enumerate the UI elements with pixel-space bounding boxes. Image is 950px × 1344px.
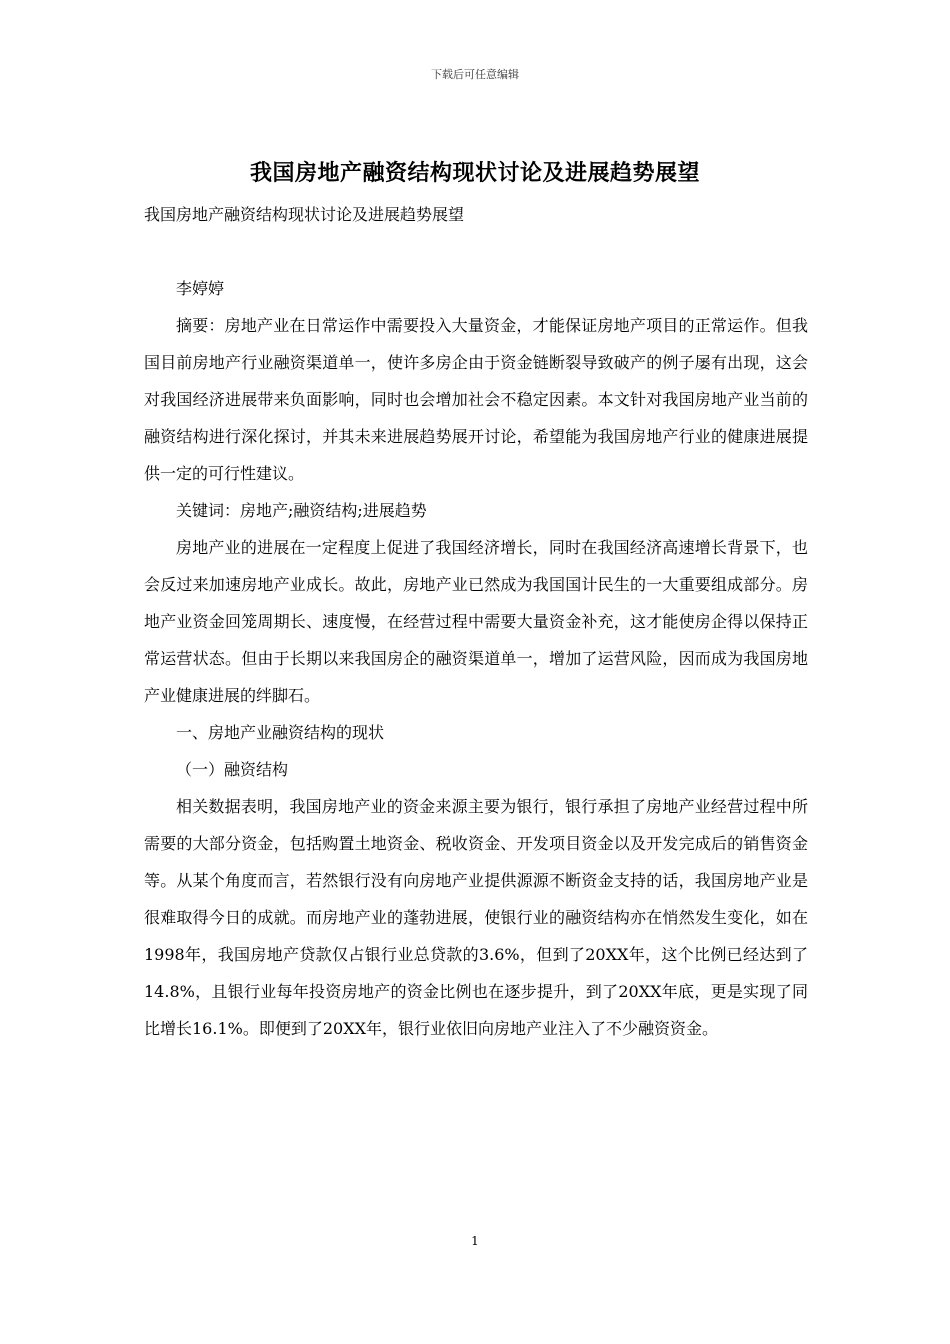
document-title: 我国房地产融资结构现状讨论及进展趋势展望 [249,160,700,186]
header-note: 下载后可任意编辑 [431,68,519,81]
document-subtitle: 我国房地产融资结构现状讨论及进展趋势展望 [144,205,465,224]
document-body [144,196,808,1047]
page-number: 1 [471,1234,479,1248]
author-name: 李婷婷 [176,279,225,298]
subsection-heading: （一）融资结构 [176,760,289,779]
abstract-paragraph: 摘要：房地产业在日常运作中需要投入大量资金，才能保证房地产项目的正常运作。但我国目前房地产行业融资渠道单一，使许多房企由于资金链断裂导致破产的例子屡有出现，这会对我国经济进展带来负面影响，同时也会增加社会不稳定因素。本文针对我国房地产业当前的融资结构进行深化探讨，并其未来进展趋势展开讨论，希望能为我国房地产行业的健康进展提供一定的可行性建议。 [144,316,808,483]
keywords-line: 关键词：房地产;融资结构;进展趋势 [176,501,427,520]
section-paragraph: 相关数据表明，我国房地产业的资金来源主要为银行，银行承担了房地产业经营过程中所需要的大部分资金，包括购置土地资金、税收资金、开发项目资金以及开发完成后的销售资金等。从某个角度而言，若然银行没有向房地产业提供源源不断资金支持的话，我国房地产业是很难取得今日的成就。而房地产业的蓬勃进展，使银行业的融资结构亦在悄然发生变化，如在1998年，我国房地产贷款仅占银行业总贷款的3.6%，但到了20XX年，这个比例已经达到了14.8%，且银行业每年投资房地产的资金比例也在逐步提升，到了20XX年底，更是实现了同比增长16.1%。即便到了20XX年，银行业依旧向房地产业注入了不少融资资金。 [144,797,808,1038]
intro-paragraph: 房地产业的进展在一定程度上促进了我国经济增长，同时在我国经济高速增长背景下，也会反过来加速房地产业成长。故此，房地产业已然成为我国国计民生的一大重要组成部分。房地产业资金回笼周期长、速度慢，在经营过程中需要大量资金补充，这才能使房企得以保持正常运营状态。但由于长期以来我国房企的融资渠道单一，增加了运营风险，因而成为我国房地产业健康进展的绊脚石。 [144,538,808,705]
section-heading: 一、房地产业融资结构的现状 [176,723,385,742]
